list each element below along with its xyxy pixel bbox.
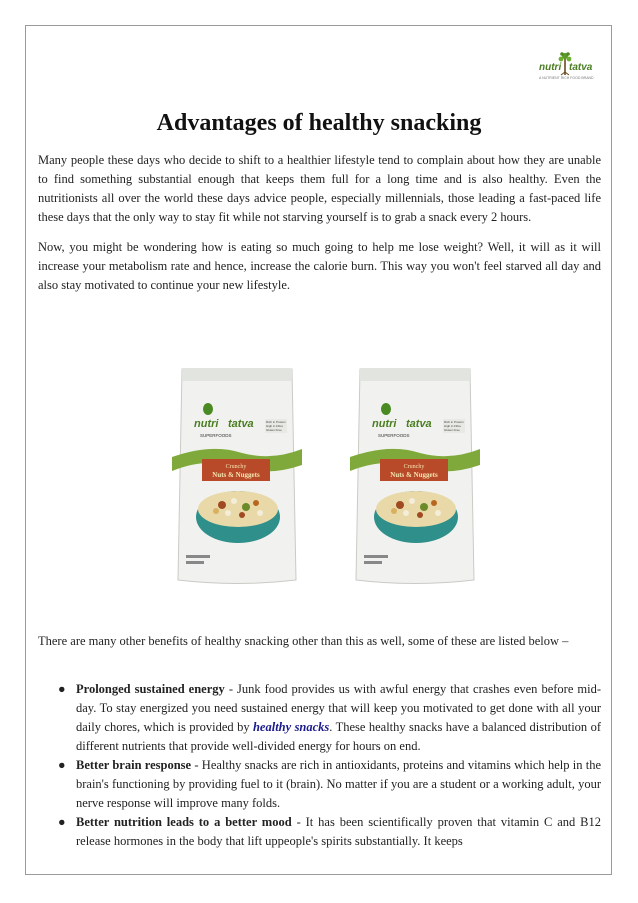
list-intro: There are many other benefits of healthy snacking other than this as well, some of these are listed below – [38,634,569,648]
pouch-brand-b: tatva [228,418,254,430]
pouch-side-line-3: Gluten Free [266,428,282,432]
page-title: Advantages of healthy snacking [156,110,482,136]
product-pouch-image-2 [350,365,480,590]
logo-tagline: A NUTRIENT RICH FOOD BRAND [539,76,594,80]
pouch-name-line-1: Crunchy [225,464,247,470]
healthy-snacks-link[interactable]: healthy snacks [252,720,330,734]
bullet-icon: ● [58,682,66,696]
benefit-text-after-link: . These healthy snacks have a balanced distribution of different nutrients that provide well-divided energy for hours on end. [76,720,601,753]
pouch-side-line-2: High in Fibre [266,424,284,428]
pouch-category: SUPERFOODS [378,433,410,438]
list-item [38,813,601,851]
product-pouch-image-1 [172,365,302,590]
intro-paragraph-1: Many people these days who decide to shift to a healthier lifestyle tend to complain about how they are unable to find something substantial enough that keeps them full for a long time and is also healthy. Even the nutritionists all over the world these days advice people, especially millennials, those leading a fast-paced life these days that the only way to stay fit while not starving yourself is to grab a snack every 2 hours. [38,153,601,224]
benefit-heading: Prolonged sustained energy [76,682,225,696]
pouch-side-line-3: Gluten Free [444,428,460,432]
list-item [38,756,601,813]
bullet-icon: ● [58,758,66,772]
benefit-heading: Better brain response [76,758,192,772]
pouch-category: SUPERFOODS [200,433,232,438]
intro-paragraph-2: Now, you might be wondering how is eating so much going to help me lose weight? Well, it will as it will increase your metabolism rate and hence, increase the calorie burn. This way you won't feel starved all day and also stay motivated to continue your new lifestyle. [38,240,601,292]
pouch-side-line-2: High in Fibre [444,424,462,428]
logo-word-nutri: nutri [539,62,562,73]
pouch-side-line-1: Rich in Protein [444,420,464,424]
benefit-text: - Junk food provides us with awful energy that crashes even before mid-day. To stay energized you need sustained energy that will keep you motivated to get done with all your daily chores, which is provided by [76,682,602,734]
pouch-brand-a: nutri [194,418,219,430]
pouch-name-line-1: Crunchy [403,464,425,470]
benefit-text: - It has been scientifically proven that vitamin C and B12 release hormones in the body that lift uppeople's spirits substantially. It keeps [76,815,601,848]
logo-word-tatva: tatva [569,62,593,73]
pouch-side-line-1: Rich in Protein [266,420,286,424]
bullet-icon: ● [58,815,66,829]
pouch-name-line-2: Nuts & Nuggets [390,471,438,479]
pouch-brand-b: tatva [406,418,432,430]
brand-logo [535,50,595,86]
pouch-brand-a: nutri [372,418,397,430]
pouch-name-line-2: Nuts & Nuggets [212,471,260,479]
benefit-heading: Better nutrition leads to a better mood [76,815,292,829]
list-item [38,680,601,756]
benefits-list [38,680,601,851]
benefit-text: - Healthy snacks are rich in antioxidants, proteins and vitamins which help in the brain's functioning by providing fuel to it (brain). No matter if you are a student or a working adult, your nerve response will improve many folds. [76,758,602,810]
